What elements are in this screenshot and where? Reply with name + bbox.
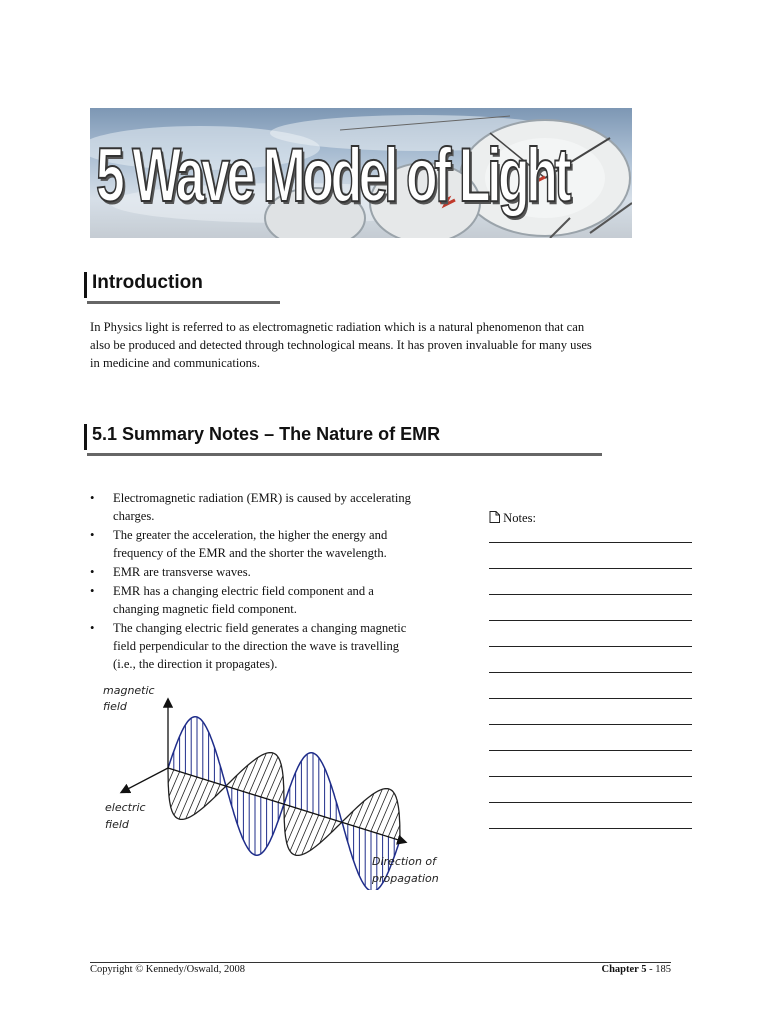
- direction-label-line1: Direction of: [372, 855, 437, 868]
- notes-line: [489, 724, 692, 725]
- footer-rule: [90, 962, 671, 963]
- footer-copyright: Copyright © Kennedy/Oswald, 2008: [90, 964, 245, 975]
- electric-hatch-line: [272, 776, 283, 801]
- electric-hatch-line: [171, 773, 186, 807]
- bullet-line: Electromagnetic radiation (EMR) is caused by accelerating: [113, 491, 411, 505]
- electric-hatch-line: [267, 765, 282, 799]
- electric-hatch-line: [287, 809, 302, 843]
- magnetic-field-label-line2: field: [103, 700, 127, 713]
- heading-underline: [87, 301, 280, 304]
- propagation-axis-arrow: [168, 768, 405, 842]
- notes-line: [489, 542, 692, 543]
- wave-layer: [168, 717, 400, 890]
- bullet-line: frequency of the EMR and the shorter the wavelength.: [113, 546, 387, 560]
- electric-hatch-line: [383, 801, 398, 835]
- notes-line: [489, 776, 692, 777]
- electric-hatch-line: [365, 789, 382, 829]
- footer-page-number: [601, 964, 671, 975]
- notes-line: [489, 698, 692, 699]
- bullet-item: [90, 582, 460, 618]
- summary-bullet-list: [90, 489, 460, 674]
- electric-hatch-line: [174, 775, 191, 815]
- bullet-item: [90, 526, 460, 562]
- introduction-heading-text: Introduction: [92, 272, 203, 293]
- electric-hatch-line: [186, 779, 203, 819]
- emr-wave-diagram: [100, 680, 460, 890]
- electric-hatch-line: [284, 806, 290, 819]
- notes-line: [489, 568, 692, 569]
- bullet-line: EMR are transverse waves.: [113, 565, 251, 579]
- bullet-line: changing magnetic field component.: [113, 602, 297, 616]
- electric-hatch-line: [169, 772, 180, 797]
- electric-field-label-line2: field: [105, 818, 129, 831]
- electric-hatch-line: [302, 815, 319, 855]
- notes-line: [489, 620, 692, 621]
- footer-page-text: - 185: [646, 964, 671, 975]
- heading-underline: [87, 453, 602, 456]
- bullet-icon: •: [90, 621, 95, 635]
- notes-label: [489, 511, 536, 526]
- electric-hatch-line: [238, 765, 249, 790]
- introduction-paragraph: [90, 318, 690, 372]
- electric-hatch-line: [354, 801, 365, 826]
- bullet-line: (i.e., the direction it propagates).: [113, 657, 278, 671]
- electric-hatch-line: [249, 753, 266, 793]
- bullet-line: charges.: [113, 509, 155, 523]
- bullet-line: The changing electric field generates a changing magnetic: [113, 621, 407, 635]
- electric-field-label-line1: electric: [105, 801, 146, 814]
- electric-hatch-line: [204, 782, 215, 807]
- notes-line: [489, 828, 692, 829]
- bullet-icon: •: [90, 528, 95, 542]
- summary-notes-heading-text: 5.1 Summary Notes – The Nature of EMR: [92, 424, 441, 444]
- bullet-icon: •: [90, 584, 95, 598]
- notes-line: [489, 672, 692, 673]
- introduction-heading: [84, 272, 285, 298]
- electric-hatch-line: [261, 757, 278, 797]
- electric-hatch-line: [290, 811, 307, 851]
- bullet-line: field perpendicular to the direction the wave is travelling: [113, 639, 400, 653]
- intro-line: in medicine and communications.: [90, 356, 260, 370]
- note-page-icon: [489, 511, 500, 523]
- bullet-item: [90, 563, 460, 581]
- electric-hatch-line: [168, 770, 174, 783]
- chapter-banner: [90, 108, 632, 238]
- bullet-line: The greater the acceleration, the higher the energy and: [113, 528, 388, 542]
- direction-label-line2: propagation: [372, 872, 439, 885]
- electric-hatch-line: [320, 818, 331, 843]
- bullet-item: [90, 489, 460, 525]
- electric-hatch-line: [377, 793, 394, 833]
- magnetic-field-label-line1: magnetic: [103, 684, 155, 697]
- bullet-icon: •: [90, 565, 95, 579]
- notes-label-text: Notes:: [503, 511, 537, 525]
- chapter-title: 5 Wave Model of Light: [96, 133, 569, 218]
- notes-line: [489, 646, 692, 647]
- intro-line: In Physics light is referred to as electromagnetic radiation which is a natural phenomenon that can: [90, 320, 585, 334]
- notes-writing-lines: [489, 542, 692, 854]
- bullet-line: EMR has a changing electric field component and a: [113, 584, 374, 598]
- bullet-item: [90, 619, 460, 673]
- intro-line: also be produced and detected through technological means. It has proven invaluable for many uses: [90, 338, 592, 352]
- electric-hatch-line: [278, 789, 284, 802]
- footer-chapter-label: Chapter 5: [601, 964, 647, 975]
- notes-line: [489, 750, 692, 751]
- electric-hatch-line: [388, 812, 399, 837]
- bullet-icon: •: [90, 491, 95, 505]
- notes-line: [489, 802, 692, 803]
- notes-line: [489, 594, 692, 595]
- electric-hatch-line: [394, 825, 400, 838]
- electric-hatch-line: [285, 808, 296, 833]
- summary-notes-heading: [84, 424, 607, 450]
- electric-axis-arrow: [122, 768, 168, 792]
